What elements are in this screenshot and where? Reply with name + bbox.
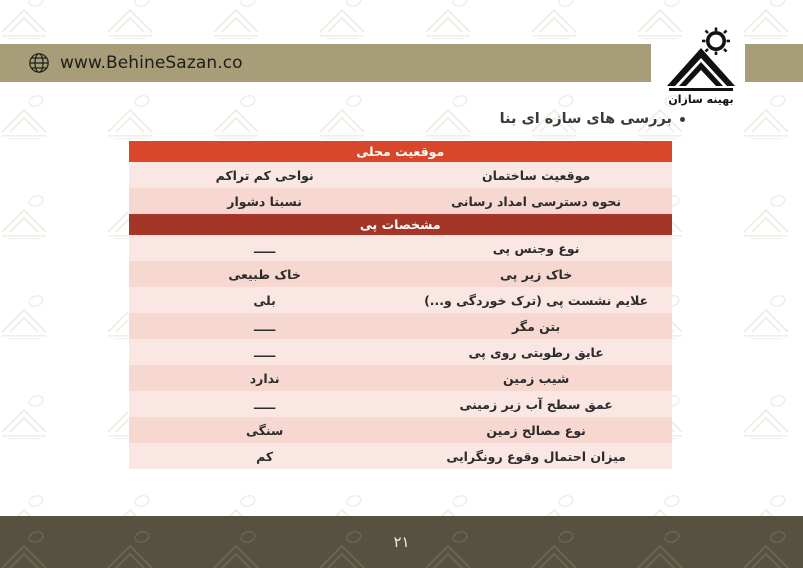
table-row	[129, 313, 673, 339]
section-header-label: مشخصات پی	[129, 214, 673, 235]
table-row	[129, 365, 673, 391]
table-cell-label: عمق سطح آب زیر زمینی	[400, 391, 672, 417]
structural-survey-table	[128, 141, 672, 469]
table-cell-label: موقعیت ساختمان	[400, 162, 672, 188]
table-cell-value: ـــــ	[129, 235, 401, 261]
watermark-logo-icon	[312, 88, 378, 146]
watermark-logo-icon	[736, 288, 802, 346]
table-row	[129, 162, 673, 188]
header-bar-right	[745, 44, 803, 82]
watermark-logo-icon	[312, 0, 378, 46]
table-row	[129, 261, 673, 287]
watermark-logo-icon	[100, 0, 166, 46]
watermark-logo-icon	[100, 88, 166, 146]
watermark-logo-icon	[0, 388, 60, 446]
watermark-logo-icon	[0, 288, 60, 346]
table-cell-label: خاک زیر پی	[400, 261, 672, 287]
table-cell-label: نوع وجنس پی	[400, 235, 672, 261]
table-cell-label: نوع مصالح زمین	[400, 417, 672, 443]
watermark-logo-icon	[0, 0, 60, 46]
survey-table	[128, 141, 672, 469]
bullet-heading	[500, 111, 685, 127]
table-cell-value: سنگی	[129, 417, 401, 443]
slide-footer	[0, 516, 803, 568]
table-cell-value: ـــــ	[129, 391, 401, 417]
section-header-label: موقعیت محلی	[129, 141, 673, 162]
table-cell-value: بلی	[129, 287, 401, 313]
watermark-logo-icon	[736, 388, 802, 446]
table-cell-value: نسبتا دشوار	[129, 188, 401, 214]
watermark-logo-icon	[206, 0, 272, 46]
house-gear-logo	[655, 24, 747, 110]
watermark-logo-icon	[206, 88, 272, 146]
table-cell-value: ندارد	[129, 365, 401, 391]
website-url[interactable]: www.BehineSazan.co	[60, 53, 243, 73]
table-cell-label: عایق رطوبتی روی پی	[400, 339, 672, 365]
table-cell-label: میزان احتمال وقوع رونگرایی	[400, 443, 672, 469]
table-cell-label: علایم نشست پی (ترک خوردگی و...)	[400, 287, 672, 313]
table-cell-label: بتن مگر	[400, 313, 672, 339]
watermark-logo-icon	[418, 88, 484, 146]
table-row	[129, 391, 673, 417]
watermark-logo-icon	[524, 0, 590, 46]
table-cell-value: ـــــ	[129, 339, 401, 365]
watermark-logo-icon	[418, 0, 484, 46]
table-cell-value: کم	[129, 443, 401, 469]
table-row	[129, 235, 673, 261]
globe-icon	[28, 52, 50, 74]
table-cell-label: نحوه دسترسی امداد رسانی	[400, 188, 672, 214]
table-row	[129, 287, 673, 313]
table-row	[129, 443, 673, 469]
table-cell-value: خاک طبیعی	[129, 261, 401, 287]
bullet-heading-text: بررسی های سازه ای بنا	[499, 111, 672, 127]
table-row	[129, 188, 673, 214]
table-cell-label: شیب زمین	[400, 365, 672, 391]
bullet-dot-icon	[680, 117, 685, 122]
table-cell-value: ـــــ	[129, 313, 401, 339]
table-cell-value: نواحی کم تراکم	[129, 162, 401, 188]
svg-text:بهینه سازان: بهینه سازان	[668, 93, 734, 106]
watermark-logo-icon	[0, 188, 60, 246]
table-row	[129, 417, 673, 443]
page-number: ۲۱	[393, 533, 410, 551]
watermark-logo-icon	[736, 188, 802, 246]
table-section-header	[129, 214, 673, 235]
table-section-header	[129, 141, 673, 162]
watermark-logo-icon	[0, 88, 60, 146]
table-row	[129, 339, 673, 365]
